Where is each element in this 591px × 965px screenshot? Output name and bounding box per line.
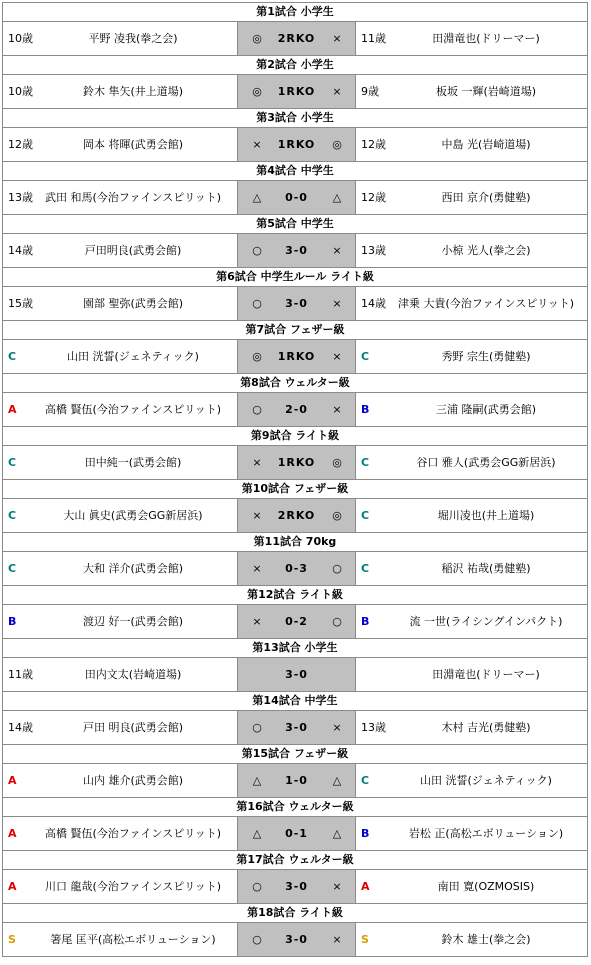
left-name: 川口 龍哉(今治ファインスピリット) <box>44 880 222 893</box>
left-tag: 11歳 <box>8 668 33 681</box>
right-name: 田淵竜也(ドリーマー) <box>432 668 540 681</box>
score-cell <box>237 181 356 214</box>
left-name: 山田 洸誓(ジェネティック) <box>67 350 199 363</box>
left-fighter <box>3 75 237 108</box>
bout-row <box>3 287 587 320</box>
score-cell <box>237 234 356 267</box>
right-result-mark: ◎ <box>332 456 342 469</box>
score-cell <box>237 711 356 744</box>
left-result-mark: × <box>252 509 262 522</box>
left-tag: 14歳 <box>8 244 33 257</box>
right-name: 三浦 隆嗣(武勇会館) <box>435 403 537 416</box>
left-fighter <box>3 658 237 691</box>
right-tag: A <box>361 880 370 893</box>
left-name: 高橋 賢伍(今治ファインスピリット) <box>44 827 222 840</box>
score-cell <box>237 764 356 797</box>
left-name: 箸尾 匡平(高松エボリューション) <box>50 933 216 946</box>
left-name: 鈴木 隼矢(井上道場) <box>82 85 184 98</box>
bout-block <box>2 55 588 108</box>
left-result-mark: △ <box>252 191 262 204</box>
left-fighter <box>3 870 237 903</box>
left-result-mark: ○ <box>252 244 262 257</box>
right-name: 小椋 光人(拳之会) <box>441 244 531 257</box>
left-tag: A <box>8 827 17 840</box>
right-name: 西田 京介(勇健塾) <box>441 191 531 204</box>
left-name: 田中純一(武勇会館) <box>84 456 182 469</box>
left-name: 渡辺 好一(武勇会館) <box>82 615 184 628</box>
bout-title: 第17試合 ウェルター級 <box>3 851 587 870</box>
bout-row <box>3 923 587 956</box>
score-cell <box>237 870 356 903</box>
bout-block <box>2 214 588 267</box>
bout-block <box>2 267 588 320</box>
left-result-mark: ○ <box>252 880 262 893</box>
right-fighter <box>356 287 589 320</box>
right-fighter <box>356 128 589 161</box>
left-name: 高橋 賢伍(今治ファインスピリット) <box>44 403 222 416</box>
left-fighter <box>3 287 237 320</box>
score-cell <box>237 393 356 426</box>
bout-row <box>3 446 587 479</box>
score-cell <box>237 552 356 585</box>
bout-block <box>2 797 588 850</box>
left-tag: S <box>8 933 16 946</box>
right-tag: 9歳 <box>361 85 379 98</box>
score: 3-0 <box>285 244 308 257</box>
bout-title: 第18試合 ライト級 <box>3 904 587 923</box>
left-tag: A <box>8 880 17 893</box>
left-name: 平野 凌我(拳之会) <box>88 32 178 45</box>
bout-title: 第6試合 中学生ルール ライト級 <box>3 268 587 287</box>
right-result-mark: ◎ <box>332 509 342 522</box>
right-result-mark: △ <box>332 827 342 840</box>
score: 0-1 <box>285 827 308 840</box>
bout-block <box>2 161 588 214</box>
bout-block <box>2 532 588 585</box>
right-tag: 11歳 <box>361 32 386 45</box>
bout-title: 第14試合 中学生 <box>3 692 587 711</box>
right-result-mark: × <box>332 32 342 45</box>
left-tag: A <box>8 403 17 416</box>
bout-row <box>3 870 587 903</box>
score-cell <box>237 22 356 55</box>
left-name: 岡本 将暉(武勇会館) <box>82 138 184 151</box>
score: 2RKO <box>277 509 316 522</box>
score: 2-0 <box>285 403 308 416</box>
left-fighter <box>3 499 237 532</box>
score-cell <box>237 75 356 108</box>
score-cell <box>237 605 356 638</box>
right-name: 秀野 宗生(勇健塾) <box>441 350 531 363</box>
left-result-mark: ○ <box>252 403 262 416</box>
left-result-mark: × <box>252 456 262 469</box>
bout-title: 第11試合 70kg <box>3 533 587 552</box>
left-name: 戸田 明良(武勇会館) <box>82 721 184 734</box>
right-fighter <box>356 658 589 691</box>
right-fighter <box>356 22 589 55</box>
right-tag: B <box>361 827 370 840</box>
score: 1RKO <box>277 456 316 469</box>
score: 1RKO <box>277 350 316 363</box>
left-name: 大和 洋介(武勇会館) <box>82 562 184 575</box>
right-result-mark: × <box>332 880 342 893</box>
score-cell <box>237 499 356 532</box>
left-fighter <box>3 393 237 426</box>
right-fighter <box>356 605 589 638</box>
left-name: 戸田明良(武勇会館) <box>84 244 182 257</box>
right-result-mark: △ <box>332 774 342 787</box>
bout-block <box>2 320 588 373</box>
bout-row <box>3 22 587 55</box>
right-tag: C <box>361 774 370 787</box>
left-tag: C <box>8 562 17 575</box>
right-name: 流 一世(ライシングインパクト) <box>409 615 563 628</box>
bout-row <box>3 499 587 532</box>
right-name: 稲沢 祐哉(勇健塾) <box>441 562 531 575</box>
bout-row <box>3 711 587 744</box>
left-name: 園部 聖弥(武勇会館) <box>82 297 184 310</box>
bout-title: 第5試合 中学生 <box>3 215 587 234</box>
right-result-mark: × <box>332 85 342 98</box>
right-fighter <box>356 817 589 850</box>
left-tag: 12歳 <box>8 138 33 151</box>
bout-title: 第8試合 ウェルター級 <box>3 374 587 393</box>
bout-row <box>3 605 587 638</box>
bout-row <box>3 817 587 850</box>
right-tag: C <box>361 509 370 522</box>
bout-row <box>3 552 587 585</box>
right-name: 木村 吉光(勇健塾) <box>441 721 531 734</box>
score: 0-2 <box>285 615 308 628</box>
score: 3-0 <box>285 297 308 310</box>
score-cell <box>237 658 356 691</box>
right-fighter <box>356 340 589 373</box>
right-tag: C <box>361 562 370 575</box>
left-fighter <box>3 711 237 744</box>
bout-title: 第4試合 中学生 <box>3 162 587 181</box>
left-name: 武田 和馬(今治ファインスピリット) <box>44 191 222 204</box>
results-table <box>2 2 588 957</box>
left-tag: 10歳 <box>8 85 33 98</box>
right-result-mark: × <box>332 297 342 310</box>
right-tag: 13歳 <box>361 721 386 734</box>
bout-title: 第7試合 フェザー級 <box>3 321 587 340</box>
right-fighter <box>356 711 589 744</box>
left-tag: C <box>8 350 17 363</box>
right-result-mark: × <box>332 933 342 946</box>
score: 0-3 <box>285 562 308 575</box>
left-fighter <box>3 764 237 797</box>
right-tag: 14歳 <box>361 297 386 310</box>
bout-title: 第16試合 ウェルター級 <box>3 798 587 817</box>
right-fighter <box>356 446 589 479</box>
bout-row <box>3 340 587 373</box>
left-result-mark: △ <box>252 827 262 840</box>
left-fighter <box>3 234 237 267</box>
right-result-mark: ○ <box>332 615 342 628</box>
bout-block <box>2 373 588 426</box>
left-fighter <box>3 446 237 479</box>
score-cell <box>237 817 356 850</box>
right-fighter <box>356 923 589 956</box>
bout-title: 第12試合 ライト級 <box>3 586 587 605</box>
bout-block <box>2 903 588 957</box>
left-fighter <box>3 181 237 214</box>
right-result-mark: × <box>332 244 342 257</box>
left-tag: C <box>8 456 17 469</box>
score: 3-0 <box>285 933 308 946</box>
score-cell <box>237 128 356 161</box>
right-result-mark: ○ <box>332 562 342 575</box>
bout-title: 第10試合 フェザー級 <box>3 480 587 499</box>
left-name: 田内文太(岩崎道場) <box>84 668 182 681</box>
bout-row <box>3 181 587 214</box>
bout-block <box>2 850 588 903</box>
right-tag: C <box>361 456 370 469</box>
right-tag: 13歳 <box>361 244 386 257</box>
right-result-mark: × <box>332 350 342 363</box>
right-fighter <box>356 393 589 426</box>
left-fighter <box>3 22 237 55</box>
left-result-mark: × <box>252 562 262 575</box>
right-fighter <box>356 499 589 532</box>
bout-block <box>2 108 588 161</box>
score: 1-0 <box>285 774 308 787</box>
left-fighter <box>3 552 237 585</box>
right-name: 田淵竜也(ドリーマー) <box>432 32 540 45</box>
left-name: 大山 眞史(武勇会GG新居浜) <box>63 509 203 522</box>
right-result-mark: ◎ <box>332 138 342 151</box>
left-result-mark: ○ <box>252 721 262 734</box>
left-result-mark: ○ <box>252 933 262 946</box>
right-fighter <box>356 764 589 797</box>
bout-row <box>3 75 587 108</box>
score-cell <box>237 446 356 479</box>
score-cell <box>237 923 356 956</box>
bout-row <box>3 128 587 161</box>
left-result-mark: ○ <box>252 297 262 310</box>
left-result-mark: × <box>252 138 262 151</box>
right-result-mark: × <box>332 721 342 734</box>
left-tag: B <box>8 615 17 628</box>
left-tag: 10歳 <box>8 32 33 45</box>
bout-row <box>3 764 587 797</box>
bout-row <box>3 658 587 691</box>
score: 3-0 <box>285 880 308 893</box>
score: 3-0 <box>285 668 308 681</box>
bout-block <box>2 426 588 479</box>
right-tag: S <box>361 933 369 946</box>
score: 0-0 <box>285 191 308 204</box>
left-fighter <box>3 128 237 161</box>
left-fighter <box>3 923 237 956</box>
bout-title: 第9試合 ライト級 <box>3 427 587 446</box>
right-name: 南田 寛(OZMOSIS) <box>437 880 535 893</box>
left-result-mark: △ <box>252 774 262 787</box>
left-fighter <box>3 817 237 850</box>
left-tag: 13歳 <box>8 191 33 204</box>
right-tag: 12歳 <box>361 138 386 151</box>
right-fighter <box>356 234 589 267</box>
bout-title: 第3試合 小学生 <box>3 109 587 128</box>
score-cell <box>237 340 356 373</box>
bout-block <box>2 2 588 55</box>
bout-block <box>2 691 588 744</box>
right-tag: B <box>361 615 370 628</box>
right-fighter <box>356 552 589 585</box>
bout-block <box>2 479 588 532</box>
left-tag: 14歳 <box>8 721 33 734</box>
bout-title: 第1試合 小学生 <box>3 3 587 22</box>
score: 1RKO <box>277 85 316 98</box>
right-result-mark: × <box>332 403 342 416</box>
right-result-mark: △ <box>332 191 342 204</box>
right-name: 鈴木 雄士(拳之会) <box>441 933 531 946</box>
right-name: 中島 光(岩崎道場) <box>441 138 531 151</box>
left-name: 山内 雄介(武勇会館) <box>82 774 184 787</box>
bout-block <box>2 585 588 638</box>
left-result-mark: ◎ <box>252 32 262 45</box>
right-fighter <box>356 75 589 108</box>
bout-row <box>3 393 587 426</box>
right-name: 山田 洸誓(ジェネティック) <box>420 774 552 787</box>
left-tag: A <box>8 774 17 787</box>
bout-block <box>2 744 588 797</box>
right-name: 津乗 大貴(今治ファインスピリット) <box>397 297 575 310</box>
score: 3-0 <box>285 721 308 734</box>
right-tag: 12歳 <box>361 191 386 204</box>
right-name: 堀川凌也(井上道場) <box>437 509 535 522</box>
right-name: 岩松 正(高松エボリューション) <box>408 827 564 840</box>
left-fighter <box>3 605 237 638</box>
left-result-mark: ◎ <box>252 350 262 363</box>
left-result-mark: × <box>252 615 262 628</box>
bout-row <box>3 234 587 267</box>
right-fighter <box>356 870 589 903</box>
score-cell <box>237 287 356 320</box>
bout-block <box>2 638 588 691</box>
right-name: 板坂 一輝(岩崎道場) <box>435 85 537 98</box>
right-tag: B <box>361 403 370 416</box>
left-tag: 15歳 <box>8 297 33 310</box>
bout-title: 第15試合 フェザー級 <box>3 745 587 764</box>
right-tag: C <box>361 350 370 363</box>
left-fighter <box>3 340 237 373</box>
bout-title: 第2試合 小学生 <box>3 56 587 75</box>
left-result-mark: ◎ <box>252 85 262 98</box>
right-fighter <box>356 181 589 214</box>
right-name: 谷口 雅人(武勇会GG新居浜) <box>416 456 556 469</box>
bout-title: 第13試合 小学生 <box>3 639 587 658</box>
score: 2RKO <box>277 32 316 45</box>
score: 1RKO <box>277 138 316 151</box>
left-tag: C <box>8 509 17 522</box>
